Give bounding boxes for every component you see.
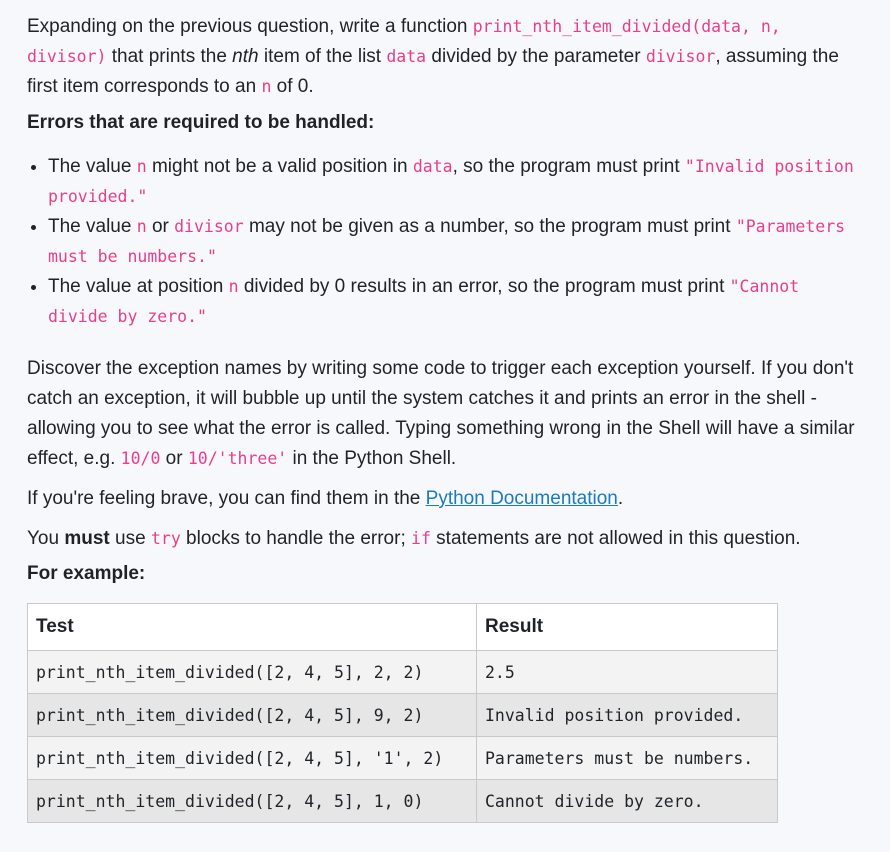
result-cell: Parameters must be numbers. [477,737,778,780]
if-code: if [411,529,431,548]
result-cell: Cannot divide by zero. [477,780,778,823]
data-code: data [386,47,427,66]
intro-text: that prints the [106,46,233,67]
discover-paragraph [27,354,875,474]
function-signature-code: print_nth_item_divided(data, n, divisor) [27,17,781,66]
table-header-row [28,604,778,651]
error-text: The value [48,156,137,177]
intro-paragraph [27,12,868,102]
intro-text: , assuming the first item corresponds to an [27,46,839,97]
error-item [48,272,868,332]
test-cell: print_nth_item_divided([2, 4, 5], 2, 2) [28,651,477,694]
discover-text: or [160,448,188,469]
n-code: n [261,77,272,96]
error-text: , so the program must print [452,156,685,177]
error-message-code: "Cannot divide by zero." [48,277,800,326]
test-cell: print_nth_item_divided([2, 4, 5], 1, 0) [28,780,477,823]
n-code: n [136,217,147,236]
error-text: The value at position [48,276,229,297]
error-message-code: "Parameters must be numbers." [48,217,846,266]
intro-text: item of the list [258,46,387,67]
error-text: or [146,216,175,237]
table-row [28,651,778,694]
examples-table [27,603,778,823]
example-code: 10/0 [120,449,161,468]
table-row [28,694,778,737]
error-message-code: "Invalid position provided." [48,157,854,206]
divisor-code: divisor [174,217,244,236]
result-cell: 2.5 [477,651,778,694]
column-header-result: Result [477,604,778,651]
result-cell: Invalid position provided. [477,694,778,737]
must-paragraph [27,524,801,554]
must-text: use [109,528,151,549]
table-row [28,737,778,780]
emphasis-nth: nth [232,46,259,67]
intro-text: Expanding on the previous question, write a function [27,16,473,37]
brave-text: . [617,488,624,509]
example-code: 10/'three' [187,449,288,468]
discover-text: in the Python Shell. [287,448,457,469]
error-item [48,212,868,272]
table-row [28,780,778,823]
error-text: divided by 0 results in an error, so the program must print [238,276,730,297]
error-text: might not be a valid position in [146,156,413,177]
brave-text: If you're feeling brave, you can find them in the [27,488,426,509]
must-text: blocks to handle the error; [180,528,412,549]
test-cell: print_nth_item_divided([2, 4, 5], '1', 2) [28,737,477,780]
error-text: may not be given as a number, so the program must print [243,216,736,237]
python-documentation-link[interactable]: Python Documentation [425,488,618,509]
divisor-code: divisor [645,47,716,66]
try-code: try [150,529,181,548]
must-text: You [27,528,65,549]
intro-text: divided by the parameter [426,46,646,67]
n-code: n [228,277,239,296]
example-heading: For example: [27,563,146,584]
error-text: The value [48,216,137,237]
error-item [48,152,868,212]
data-code: data [412,157,453,176]
test-cell: print_nth_item_divided([2, 4, 5], 9, 2) [28,694,477,737]
discover-text: Discover the exception names by writing some code to trigger each exception yourself. If you don't catch an exception, it will bubble up until the system catches it and prints an error in the shell - allowing you to see what the error is called. Typing something wrong in the Shell will have a similar effect, e.g. [27,358,855,469]
intro-text: of 0. [271,76,314,97]
n-code: n [136,157,147,176]
column-header-test: Test [28,604,477,651]
must-text: statements are not allowed in this question. [430,528,801,549]
must-strong: must [64,528,110,549]
brave-paragraph [27,484,623,514]
errors-list [27,152,868,332]
errors-heading: Errors that are required to be handled: [27,112,375,133]
